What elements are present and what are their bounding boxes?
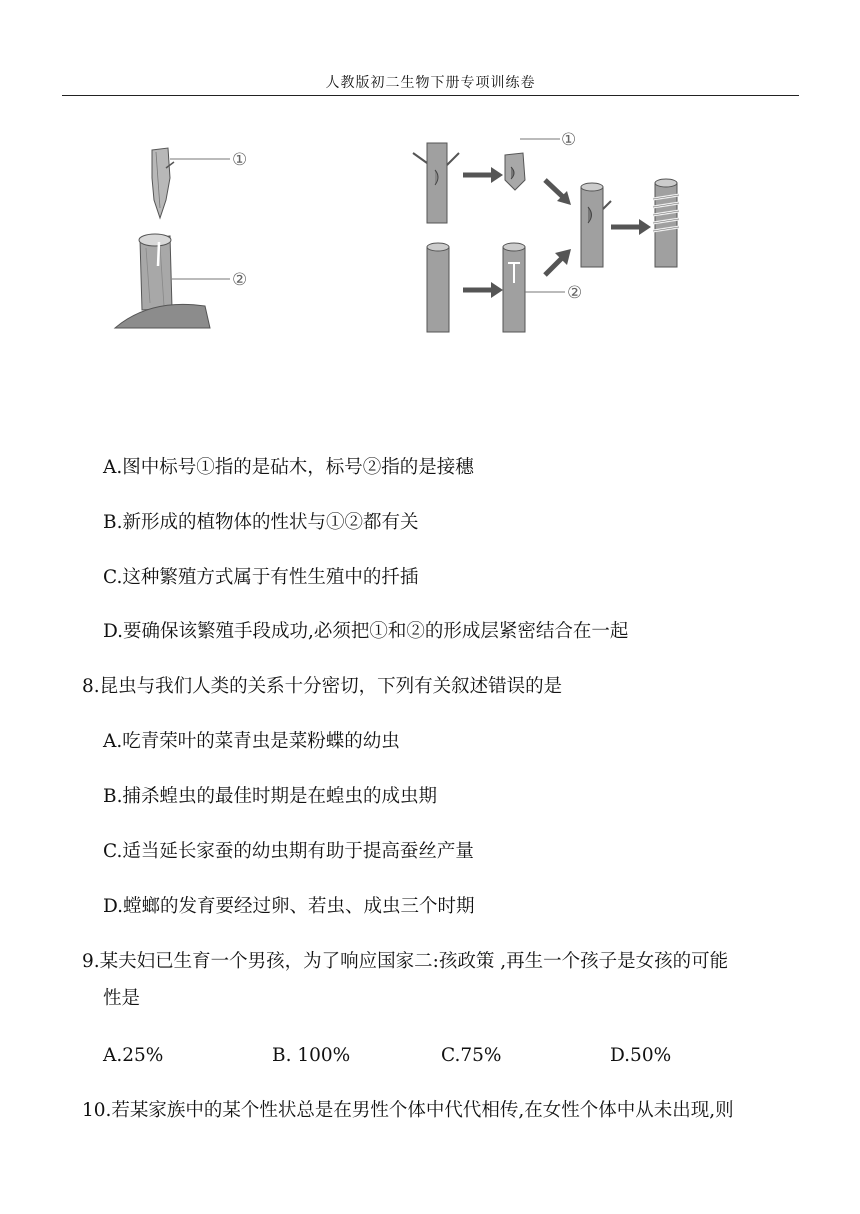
q7-option-b: B.新形成的植物体的性状与①②都有关: [103, 512, 419, 533]
grafting-figure-left: [110, 138, 290, 333]
q7-option-d: D.要确保该繁殖手段成功,必须把①和②的形成层紧密结合在一起: [103, 621, 629, 642]
stock-plain: [427, 243, 449, 332]
label-2: ②: [232, 270, 248, 290]
q7-option-c: C.这种繁殖方式属于有性生殖中的扦插: [103, 567, 419, 588]
q8-option-a: A.吃青荣叶的菜青虫是菜粉蝶的幼虫: [103, 731, 400, 752]
cut-bud-piece: [505, 153, 525, 190]
grafting-figure-right: [405, 125, 705, 340]
label-1: ①: [232, 150, 248, 170]
branch-with-bud: [413, 143, 459, 223]
q8-option-d: D.螳螂的发育要经过卵、若虫、成虫三个时期: [103, 896, 475, 917]
label-1-right: ①: [561, 130, 577, 150]
q7-option-a: A.图中标号①指的是砧木，标号②指的是接穗: [103, 457, 474, 478]
q10-stem-line-1: 10.若某家族中的某个性状总是在男性个体中代代相传,在女性个体中从未出现,则: [82, 1100, 734, 1121]
q9-option-c: C.75%: [441, 1045, 502, 1066]
q8-stem: 8.昆虫与我们人类的关系十分密切，下列有关叙述错误的是: [82, 676, 563, 697]
q9-stem-line-1: 9.某夫妇已生育一个男孩，为了响应国家二:孩政策 ,再生一个孩子是女孩的可能: [82, 951, 729, 972]
bound-graft: [653, 179, 679, 267]
q9-option-a: A.25%: [103, 1045, 164, 1066]
header-divider: [62, 95, 799, 96]
stock-with-cut: [503, 243, 525, 332]
q9-option-b: B. 100%: [272, 1045, 351, 1066]
q8-option-c: C.适当延长家蚕的幼虫期有助于提高蚕丝产量: [103, 841, 474, 862]
q9-stem-line-2: 性是: [103, 988, 141, 1009]
page-header: 人教版初二生物下册专项训练卷: [325, 75, 536, 91]
stock-with-bud-inserted: [581, 183, 611, 267]
q8-option-b: B.捕杀蝗虫的最佳时期是在蝗虫的成虫期: [103, 786, 437, 807]
label-2-right: ②: [567, 283, 583, 303]
rootstock-illustration: [115, 234, 210, 328]
q9-option-d: D.50%: [610, 1045, 672, 1066]
